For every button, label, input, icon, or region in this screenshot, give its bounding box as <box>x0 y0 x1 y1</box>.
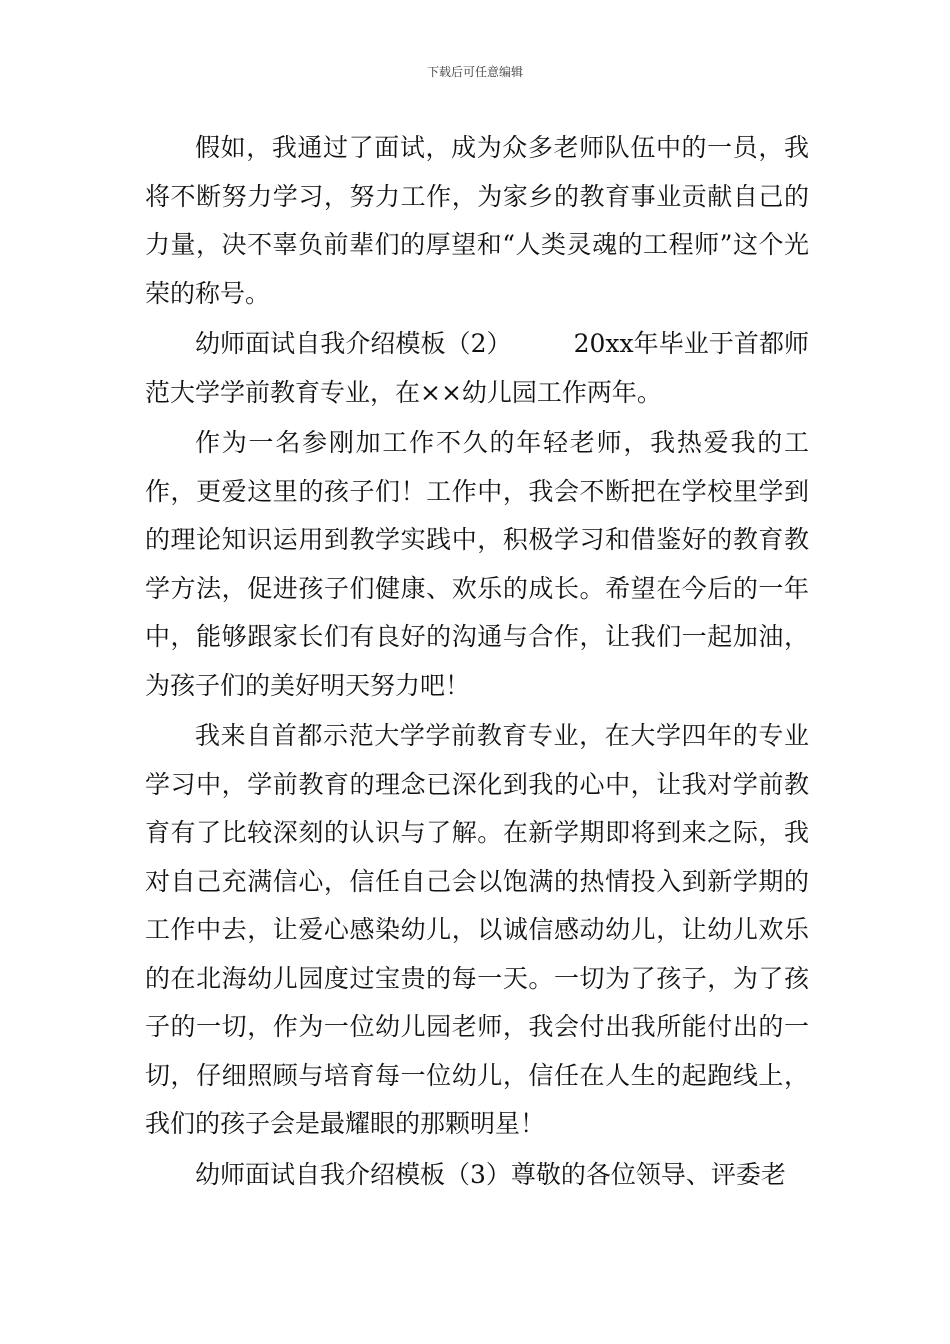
paragraph-2-text: 20xx年毕业于首都师范大学学前教育专业，在××幼儿园工作两年。 <box>145 329 809 407</box>
paragraph-1-text: 假如，我通过了面试，成为众多老师队伍中的一员，我将不断努力学习，努力工作，为家乡的教育事业贡献自己的力量，决不辜负前辈们的厚望和“人类灵魂的工程师”这个光荣的称号。 <box>145 133 809 308</box>
page-header-note: 下载后可任意编辑 <box>426 65 523 79</box>
paragraph-1 <box>145 124 809 318</box>
paragraph-4-text: 我来自首都示范大学学前教育专业，在大学四年的专业学习中，学前教育的理念已深化到我的心中，让我对学前教育有了比较深刻的认识与了解。在新学期即将到来之际，我对自己充满信心，信任自己会以饱满的热情投入到新学期的工作中去，让爱心感染幼儿，以诚信感动幼儿，让幼儿欢乐的在北海幼儿园度过宝贵的每一天。一切为了孩子，为了孩子的一切，作为一位幼儿园老师，我会付出我所能付出的一切，仔细照顾与培育每一位幼儿，信任在人生的起跑线上，我们的孩子会是最耀眼的那颗明星！ <box>145 721 809 1138</box>
section-heading-2: 幼师面试自我介绍模板（2） <box>195 329 512 358</box>
paragraph-4 <box>145 712 809 1149</box>
section-heading-3: 幼师面试自我介绍模板（3） <box>195 1159 511 1189</box>
paragraph-5-text: 尊敬的各位领导、评委老 <box>510 1159 786 1189</box>
paragraph-5 <box>145 1151 809 1200</box>
paragraph-3-text: 作为一名参刚加工作不久的年轻老师，我热爱我的工作，更爱这里的孩子们！工作中，我会不断把在学校里学到的理论知识运用到教学实践中，积极学习和借鉴好的教育教学方法，促进孩子们健康、欢乐的成长。希望在今后的一年中，能够跟家长们有良好的沟通与合作，让我们一起加油，为孩子们的美好明天努力吧！ <box>145 428 809 700</box>
paragraph-3 <box>145 419 809 710</box>
paragraph-2 <box>145 320 809 417</box>
document-body <box>145 124 809 1199</box>
